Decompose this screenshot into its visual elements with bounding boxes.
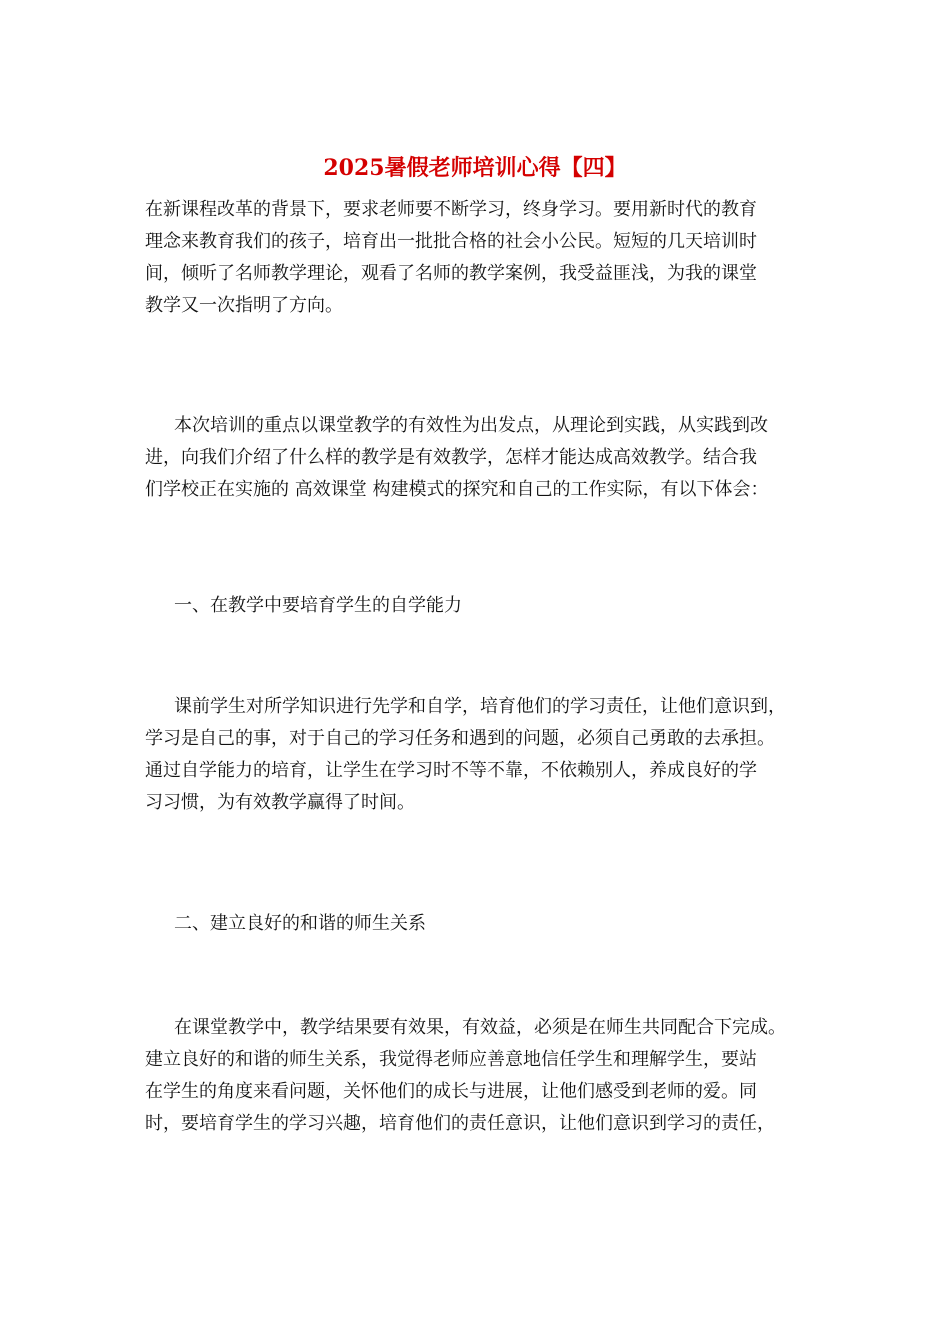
section-heading-2 — [145, 908, 825, 940]
paragraph-line: 时，要培育学生的学习兴趣，培育他们的责任意识，让他们意识到学习的责任， — [145, 1113, 775, 1134]
paragraph-intro — [145, 194, 825, 322]
paragraph-line: 进，向我们介绍了什么样的教学是有效教学，怎样才能达成高效教学。结合我 — [145, 447, 757, 468]
paragraph-line: 间，倾听了名师教学理论，观看了名师的教学案例，我受益匪浅，为我的课堂 — [145, 263, 757, 284]
paragraph-line: 在学生的角度来看问题，关怀他们的成长与进展，让他们感受到老师的爱。同 — [145, 1081, 757, 1102]
paragraph-line: 在新课程改革的背景下，要求老师要不断学习，终身学习。要用新时代的教育 — [145, 199, 757, 220]
section-heading-1 — [145, 590, 825, 622]
paragraph-line: 建立良好的和谐的师生关系，我觉得老师应善意地信任学生和理解学生，要站 — [145, 1049, 757, 1070]
paragraph-line: 课前学生对所学知识进行先学和自学，培育他们的学习责任，让他们意识到， — [174, 696, 786, 717]
paragraph-training-focus — [145, 410, 825, 506]
paragraph-line: 通过自学能力的培育，让学生在学习时不等不靠，不依赖别人，养成良好的学 — [145, 760, 757, 781]
paragraph-line: 理念来教育我们的孩子，培育出一批批合格的社会小公民。短短的几天培训时 — [145, 231, 757, 252]
document-title: 2025暑假老师培训心得【四】 — [323, 155, 627, 181]
paragraph-teacher-student — [145, 1012, 825, 1140]
paragraph-line: 教学又一次指明了方向。 — [145, 295, 343, 316]
paragraph-line: 习习惯，为有效教学赢得了时间。 — [145, 792, 415, 813]
paragraph-line: 在课堂教学中，教学结果要有效果，有效益，必须是在师生共同配合下完成。 — [174, 1017, 786, 1038]
paragraph-line: 们学校正在实施的 高效课堂 构建模式的探究和自己的工作实际，有以下体会： — [145, 479, 769, 500]
paragraph-self-study — [145, 691, 825, 819]
section-heading: 一、在教学中要培育学生的自学能力 — [174, 595, 462, 616]
section-heading: 二、建立良好的和谐的师生关系 — [174, 913, 426, 934]
paragraph-line: 学习是自己的事，对于自己的学习任务和遇到的问题，必须自己勇敢的去承担。 — [145, 728, 775, 749]
paragraph-line: 本次培训的重点以课堂教学的有效性为出发点，从理论到实践，从实践到改 — [174, 415, 768, 436]
